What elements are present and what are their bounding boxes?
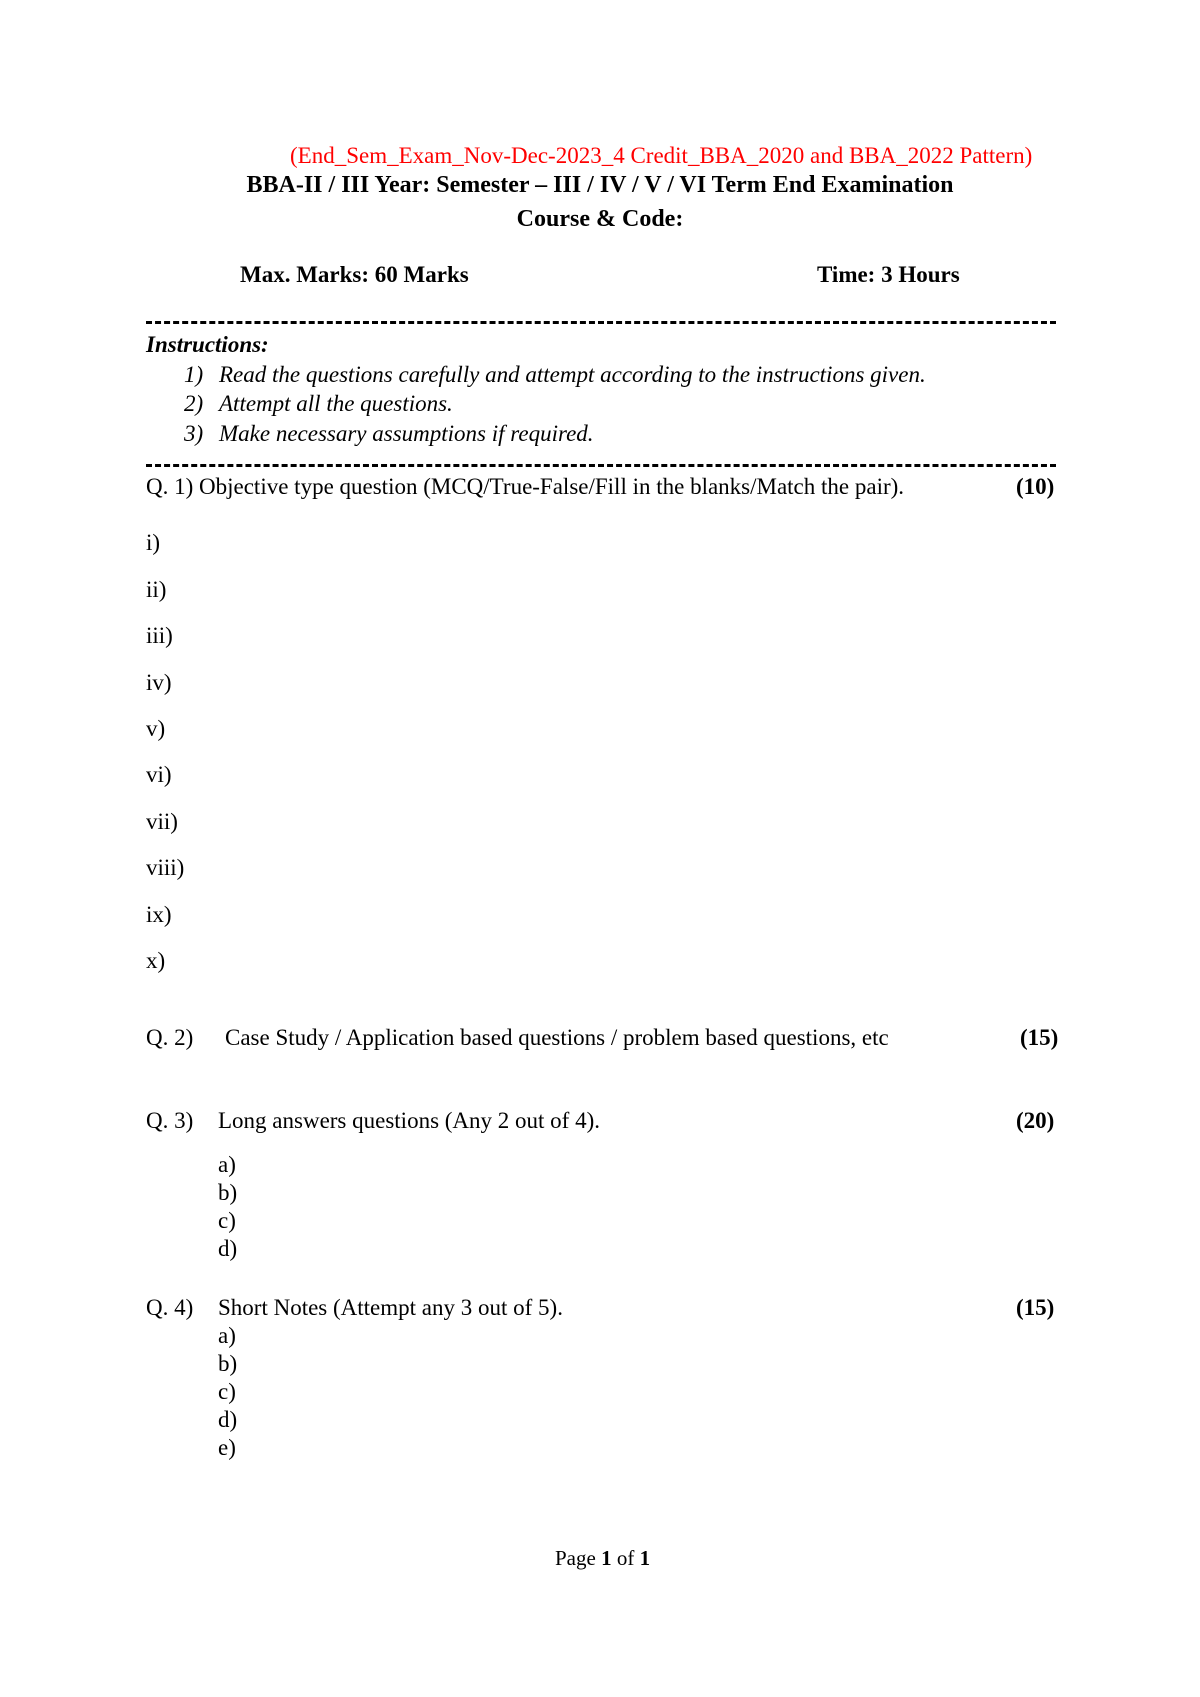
list-item: ii) [146,577,167,602]
list-item: x) [146,948,166,973]
page-word: Page [555,1546,596,1570]
list-item: v) [146,716,166,741]
instruction-number: 2) [184,391,204,416]
list-item: ix) [146,902,172,927]
list-item: viii) [146,855,185,880]
instruction-text: Read the questions carefully and attempt according to the instructions given. [219,362,926,387]
of-word: of [616,1546,635,1570]
question-1-marks: (10) [1016,474,1055,499]
question-4-text: Short Notes (Attempt any 3 out of 5). [218,1295,563,1320]
list-item: i) [146,530,161,555]
list-item: b) [218,1351,238,1376]
list-item: c) [218,1379,236,1404]
exam-pattern-line: (End_Sem_Exam_Nov-Dec-2023_4 Credit_BBA_2020 and BBA_2022 Pattern) [290,143,1033,168]
list-item: d) [218,1407,238,1432]
list-item: d) [218,1236,238,1261]
list-item: a) [218,1323,236,1348]
list-item: iii) [146,623,173,648]
question-2-marks: (15) [1020,1025,1059,1050]
instruction-text: Make necessary assumptions if required. [219,421,594,446]
course-code-line: Course & Code: [516,206,684,232]
question-1-label: Q. 1) Objective type question (MCQ/True-False/Fill in the blanks/Match the pair). [146,474,905,499]
exam-title: BBA-II / III Year: Semester – III / IV / V / VI Term End Examination [246,172,954,198]
list-item: b) [218,1180,238,1205]
page-number: 1 [601,1546,612,1570]
instructions-heading: Instructions: [146,332,269,357]
question-2-text: Case Study / Application based questions / problem based questions, etc [225,1025,889,1050]
question-4-marks: (15) [1016,1295,1055,1320]
list-item: vii) [146,809,178,834]
max-marks: Max. Marks: 60 Marks [240,262,469,287]
list-item: e) [218,1435,236,1460]
instruction-number: 1) [184,362,204,387]
instruction-text: Attempt all the questions. [219,391,453,416]
list-item: c) [218,1208,236,1233]
question-4-number: Q. 4) [146,1295,194,1320]
list-item: vi) [146,762,172,787]
question-3-marks: (20) [1016,1108,1055,1133]
separator-top [146,321,1056,324]
question-3-text: Long answers questions (Any 2 out of 4). [218,1108,601,1133]
instruction-number: 3) [184,421,204,446]
list-item: iv) [146,670,172,695]
question-2-number: Q. 2) [146,1025,194,1050]
page-total: 1 [639,1546,651,1570]
list-item: a) [218,1152,236,1177]
question-3-number: Q. 3) [146,1108,194,1133]
page-footer [555,1546,650,1571]
exam-time: Time: 3 Hours [817,262,960,287]
separator-bottom [146,464,1056,467]
